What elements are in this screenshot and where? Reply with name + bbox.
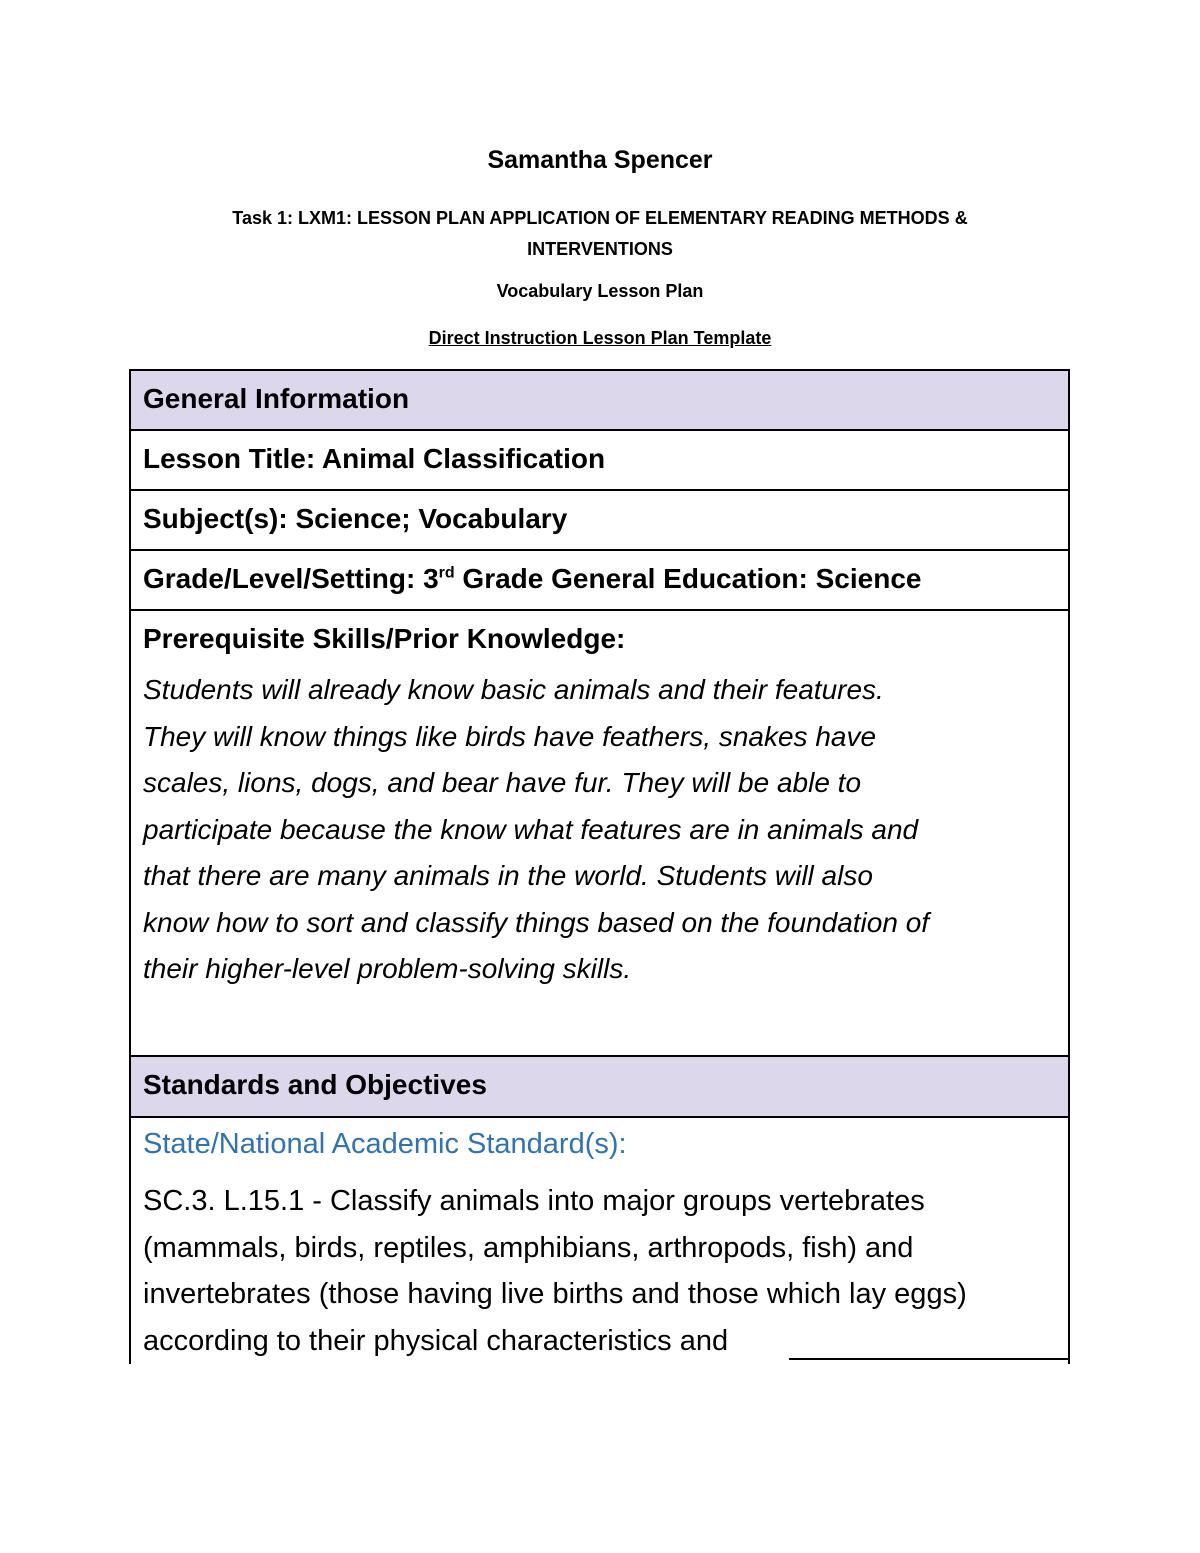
academic-standards-row: [129, 1116, 1070, 1364]
lesson-title-row: [129, 429, 1070, 489]
prerequisite-line: They will know things like birds have feathers, snakes have: [143, 720, 877, 752]
document-subtitle: Vocabulary Lesson Plan: [496, 281, 704, 301]
prerequisite-line: participate because the know what features are in animals and: [143, 813, 919, 845]
standards-objectives-row: [129, 1055, 1070, 1116]
lesson-title: Lesson Title: Animal Classification: [143, 443, 606, 474]
lesson-plan-table: [129, 369, 1070, 1364]
grade-level-row: [129, 549, 1070, 609]
prerequisite-line: their higher-level problem-solving skills.: [143, 953, 632, 984]
task-title-line2: INTERVENTIONS: [527, 239, 673, 259]
prerequisite-text: [143, 667, 1056, 993]
prerequisite-line: scales, lions, dogs, and bear have fur. They will be able to: [143, 767, 862, 798]
prerequisite-line: Students will already know basic animals and their features.: [143, 674, 884, 705]
table-left-border-end: [129, 1358, 131, 1362]
prerequisite-line: that there are many animals in the world. Students will also: [143, 860, 873, 891]
standards-label: State/National Academic Standard(s):: [143, 1128, 627, 1160]
prerequisite-skills-row: [129, 609, 1070, 1055]
subjects: Subject(s): Science; Vocabulary: [143, 503, 568, 534]
template-title: Direct Instruction Lesson Plan Template: [428, 328, 772, 348]
general-information-heading: General Information: [143, 383, 410, 414]
general-information-row: [129, 369, 1070, 429]
task-title-line1: Task 1: LXM1: LESSON PLAN APPLICATION OF ELEMENTARY READING METHODS &: [232, 208, 968, 228]
subjects-row: [129, 489, 1070, 549]
grade-suffix: Grade General Education: Science: [454, 563, 922, 594]
standards-objectives-heading: Standards and Objectives: [143, 1069, 487, 1100]
task-title: [0, 203, 1200, 265]
standard-line: according to their physical characteristics and: [143, 1324, 729, 1357]
prerequisite-line: know how to sort and classify things based on the foundation of: [143, 906, 930, 938]
grade-level-setting: [131, 563, 921, 594]
standards-text: [143, 1178, 1056, 1364]
prerequisite-label: Prerequisite Skills/Prior Knowledge:: [143, 623, 626, 654]
standard-line: SC.3. L.15.1 - Classify animals into major groups vertebrates: [143, 1185, 925, 1217]
grade-prefix: Grade/Level/Setting: 3: [143, 563, 439, 594]
table-bottom-border: [789, 1358, 1070, 1360]
grade-superscript: rd: [438, 564, 455, 582]
author-name: Samantha Spencer: [487, 146, 713, 174]
standard-line: (mammals, birds, reptiles, amphibians, arthropods, fish) and: [143, 1231, 914, 1264]
standard-line: invertebrates (those having live births and those which lay eggs): [143, 1278, 967, 1310]
